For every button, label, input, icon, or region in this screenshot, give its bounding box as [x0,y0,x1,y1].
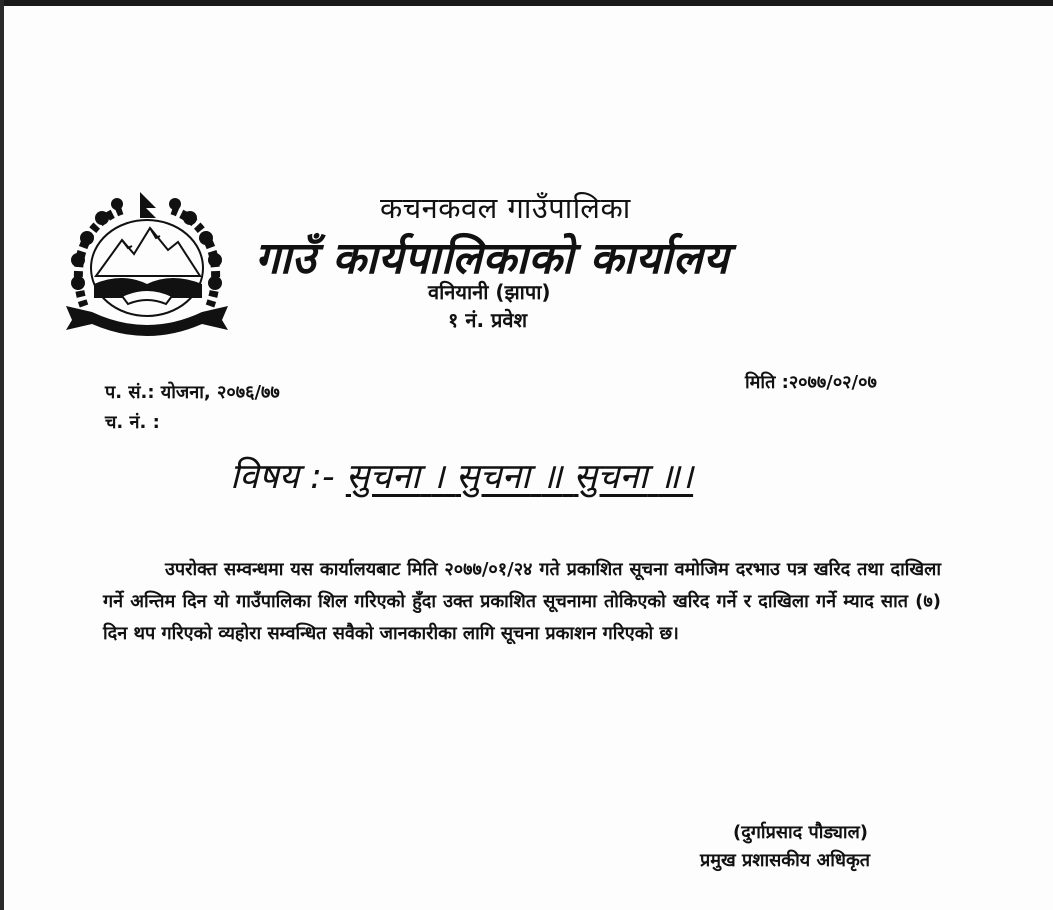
subject-separator-1: । [431,457,445,497]
office-title: गाउँ कार्यपालिकाको कार्यालय [255,233,730,284]
province-name: १ नं. प्रवेश [448,308,528,332]
subject-line [230,452,693,499]
subject-separator-2: ॥ [541,457,563,497]
notice-paragraph: उपरोक्त सम्वन्धमा यस कार्यालयबाट मिति २०७७/०१/२४ गते प्रकाशित सूचना वमोजिम दरभाउ पत्र खरिद तथा दाखिला गर्ने अन्तिम दिन यो गाउँपालिका शिल गरिएको हुँदा उक्त प्रकाशित सूचनामा तोकिएको खरिद गर्ने र दाखिला गर्ने म्याद सात (७) दिन थप गरिएको व्यहोरा सम्वन्धित सवैको जानकारीका लागि सूचना प्रकाशन गरिएको छ। [103,559,941,644]
municipality-name: कचनकवल गाउँपालिका [380,191,631,225]
signatory-title: प्रमुख प्रशासकीय अधिकृत [700,850,871,871]
subject-item-1: सुचना [345,457,421,497]
letter-date: मिति :२०७७/०२/०७ [745,372,877,393]
office-address: वनियानी (झापा) [428,280,551,304]
subject-item-2: सुचना [455,457,531,497]
signature-block [700,820,940,872]
subject-notice-1 [346,457,693,497]
dispatch-number: च. नं. : [105,412,160,433]
nepal-emblem-icon [62,188,232,346]
subject-item-3: सुचना [573,457,648,497]
subject-label: विषय :- [230,457,335,497]
signatory-name: (दुर्गाप्रसाद पौड्याल) [733,822,869,843]
subject-separator-3: ॥। [658,457,694,497]
notice-body [103,554,941,650]
reference-number: प. सं.: योजना, २०७६/७७ [105,382,280,403]
